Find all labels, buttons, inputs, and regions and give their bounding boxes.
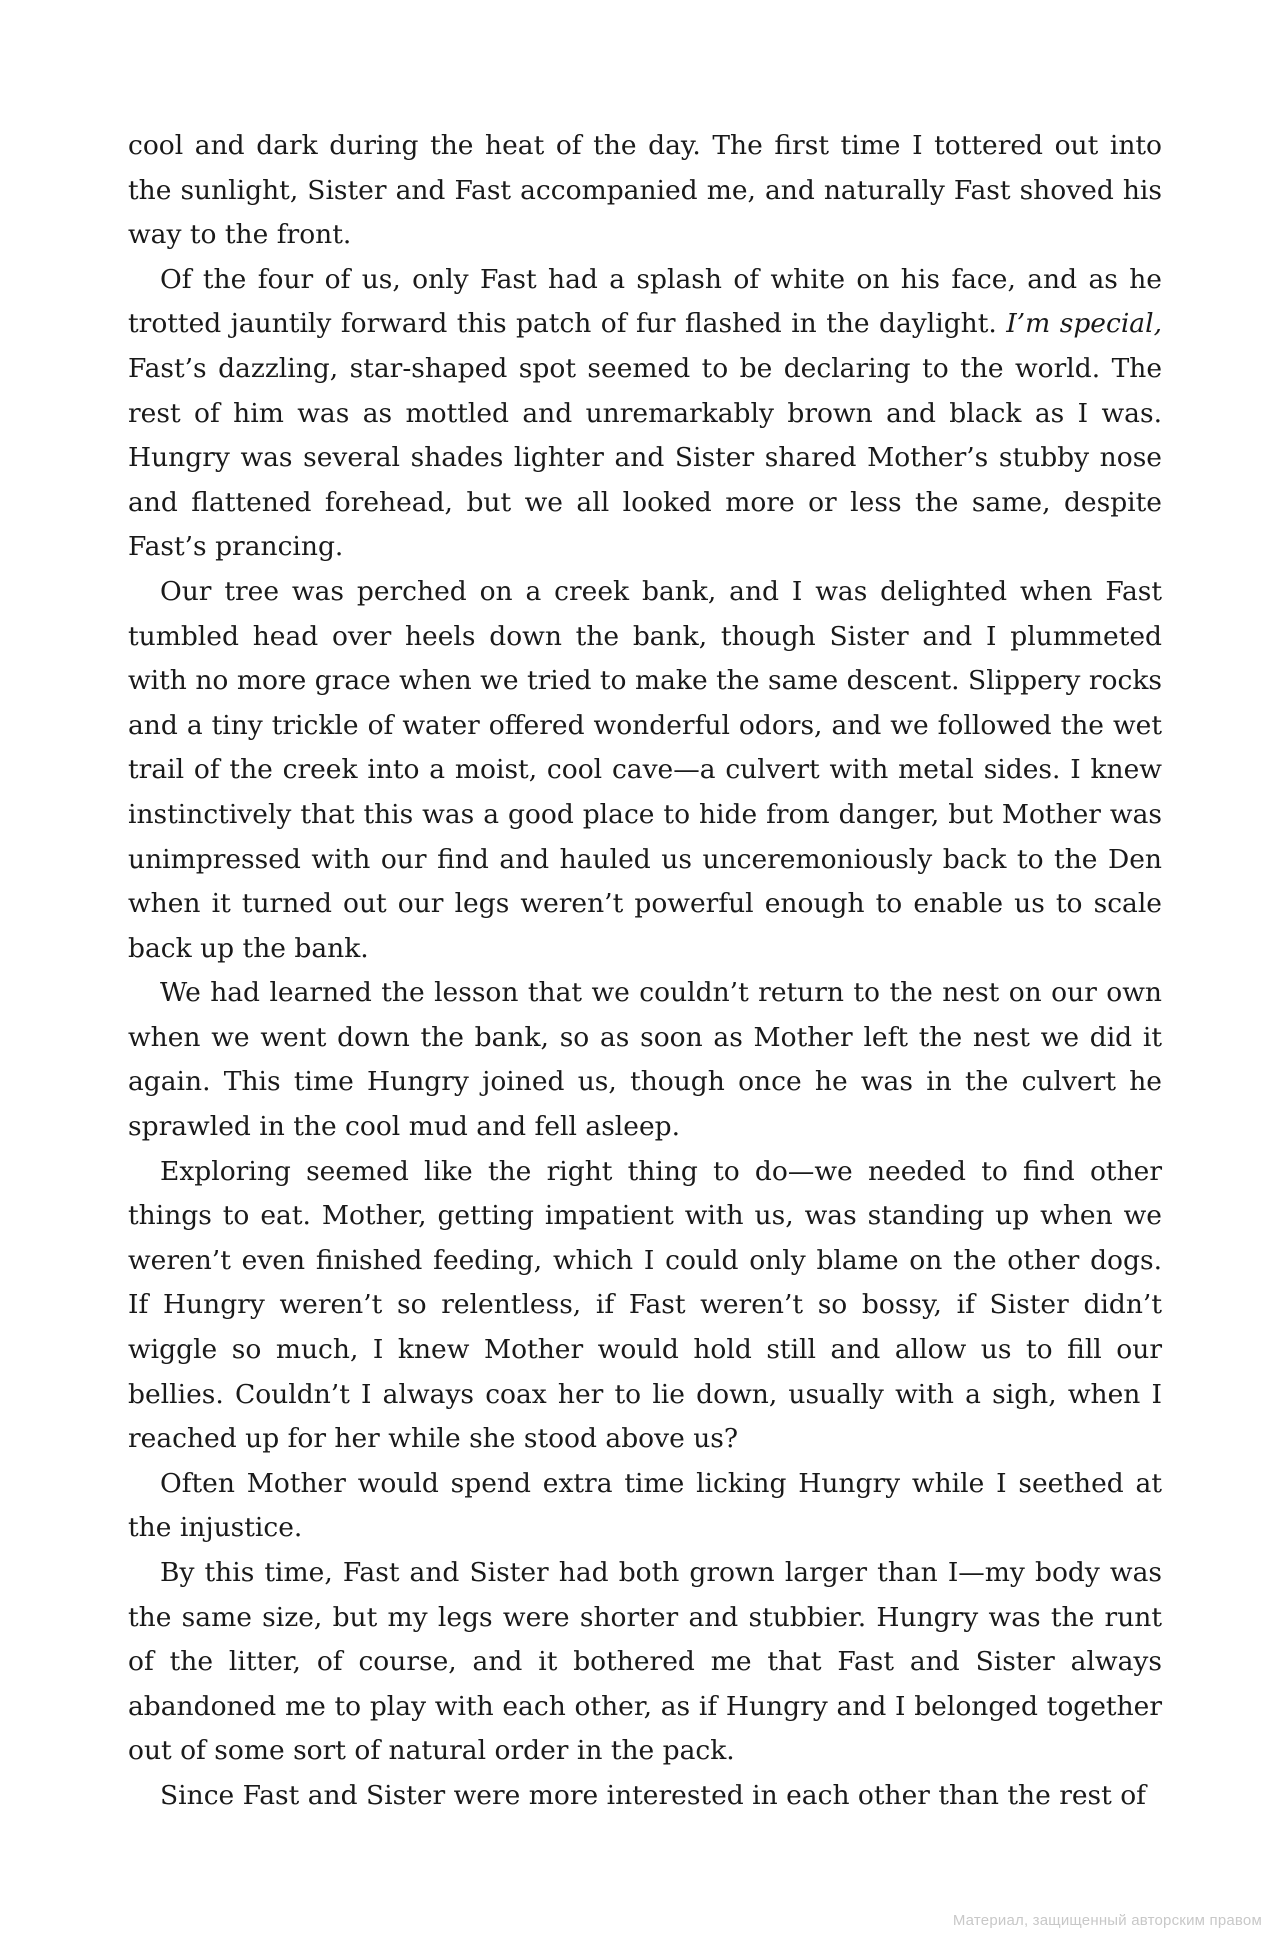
book-page-text — [128, 124, 1162, 1819]
paragraph-3: Our tree was perched on a creek bank, and I was delighted when Fast tumbled head over heels down the bank, though Sister and I plummeted with no more grace when we tried to make the same descent. Slippery rocks and a tiny trickle of water offered wonderful odors, and we followed the wet trail of the creek into a moist, cool cave—a culvert with metal sides. I knew instinctively that this was a good place to hide from danger, but Mother was unimpressed with our find and hauled us unceremoniously back to the Den when it turned out our legs weren’t powerful enough to enable us to scale back up the bank. — [128, 575, 1162, 964]
paragraph-2-text-after: Fast’s dazzling, star-shaped spot seemed to be declaring to the world. The rest of him was as mottled and unremarkably brown and black as I was. Hungry was several shades lighter and Sister shared Mother’s stubby nose and flattened forehead, but we all looked more or less the same, despite Fast’s prancing. — [128, 352, 1162, 563]
paragraph-1: cool and dark during the heat of the day. The first time I tottered out into the sunlight, Sister and Fast accompanied me, and naturally Fast shoved his way to the front. — [128, 130, 1162, 251]
paragraph-2-text-before: Of the four of us, only Fast had a splash of white on his face, and as he trotted jauntily forward this patch of fur flashed in the daylight. — [128, 263, 1162, 340]
paragraph-2-italic-phrase: I’m special, — [1006, 308, 1162, 340]
paragraph-2 — [128, 258, 1162, 570]
paragraph-8: Since Fast and Sister were more interested in each other than the rest of — [160, 1779, 1146, 1811]
paragraph-6: Often Mother would spend extra time licking Hungry while I seethed at the injustice. — [128, 1467, 1162, 1544]
paragraph-7: By this time, Fast and Sister had both grown larger than I—my body was the same size, but my legs were shorter and stubbier. Hungry was the runt of the litter, of course, and it bothered me that Fast and Sister always abandoned me to play with each other, as if Hungry and I belonged together out of some sort of natural order in the pack. — [128, 1557, 1162, 1767]
paragraph-5: Exploring seemed like the right thing to do—we needed to find other things to eat. Mother, getting impatient with us, was standing up when we weren’t even finished feeding, which I could only blame on the other dogs. If Hungry weren’t so relentless, if Fast weren’t so bossy, if Sister didn’t wiggle so much, I knew Mother would hold still and allow us to fill our bellies. Couldn’t I always coax her to lie down, usually with a sigh, when I reached up for her while she stood above us? — [128, 1155, 1162, 1455]
paragraph-4: We had learned the lesson that we couldn’t return to the nest on our own when we went down the bank, so as soon as Mother left the nest we did it again. This time Hungry joined us, though once he was in the culvert he sprawled in the cool mud and fell asleep. — [128, 977, 1162, 1143]
copyright-watermark: Материал, защищенный авторским правом — [952, 1912, 1262, 1929]
